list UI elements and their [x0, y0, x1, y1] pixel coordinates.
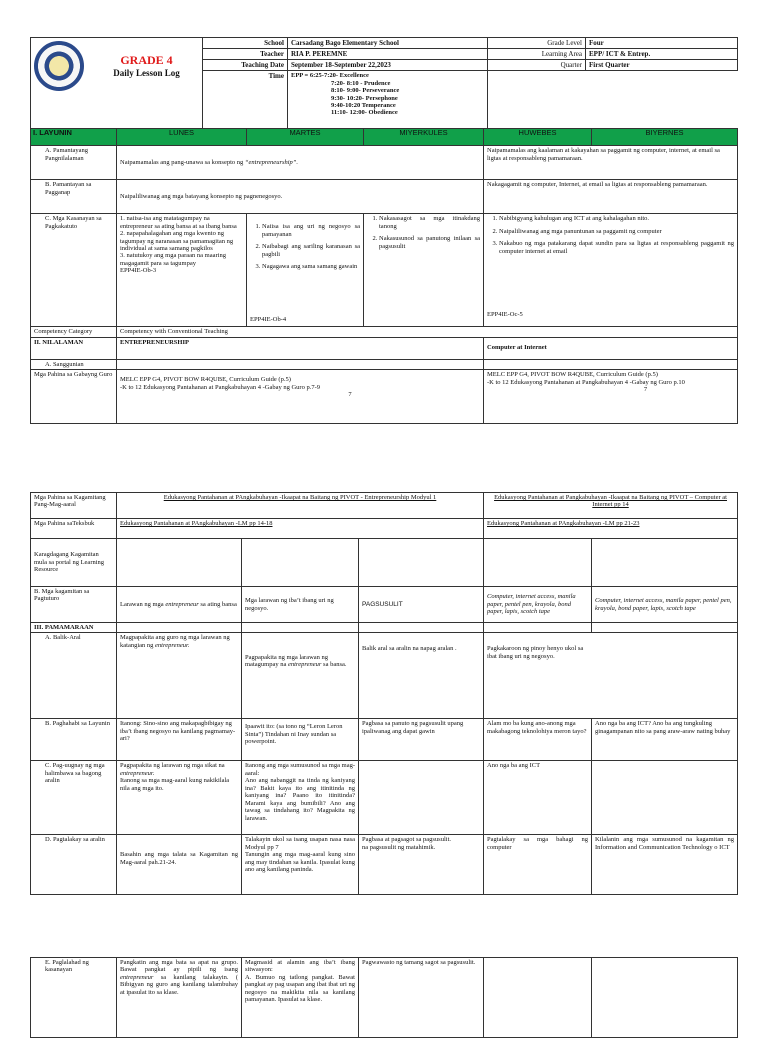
cell-text: MELC EPP G4, PIVOT BOW R4QUBE, Curriculum Guide (p.5) -K to 12 Edukasyong Pantahanan at Pangkabuhayan 4 -Gabay ng Guro p.10 [487, 371, 685, 386]
time-schedule [288, 71, 488, 129]
time-label: Time [203, 71, 288, 129]
review-thursday: Pagkakaroon ng pinoy henyo ukol sa ibat ibang uri ng negosyo. [484, 633, 738, 719]
lesson-table-1 [30, 128, 738, 424]
table-row [31, 761, 738, 835]
list-item: 1. Naiisa isa ang uri ng negosyo sa pamayanan [262, 223, 360, 238]
connect-tuesday: Itanong ang mga sumusunod sa mga mag-aaral: Ano ang nabanggit na tinda ng kaniyang ina? Bakit kaya ito ang itinitinda ng kaniyang ina? Paano ito itinitinda? Marami kaya ang bumibili? Ano ang tawag sa tindahang ito? Magpakita ng larawan. [242, 761, 359, 835]
lesson-table-3 [30, 957, 738, 1038]
table-row [31, 623, 738, 633]
present-tuesday: Magmasid at alamin ang iba’t ibang sitwasyon: A. Bumuo ng tatlong pangkat. Bawat pangkat ay pag usapan ang ibat ibat uri ng negosyo na makikita nila sa kanilang pamayanan. Ipasulat sa klase. [242, 958, 359, 1038]
table-row [31, 180, 738, 214]
days-header-row [31, 129, 738, 146]
table-row [31, 146, 738, 180]
materials-monday: Larawan ng mga entrepreneur sa ating bansa [117, 587, 242, 623]
row-label: B. Paghahabi sa Layunin [31, 719, 117, 761]
page-number: 7 [348, 391, 352, 399]
content-left: ENTREPRENEURSHIP [117, 337, 484, 359]
day-tuesday: MARTES [247, 129, 364, 146]
row-label: E. Paglalahad ng kasanayan [31, 958, 117, 1038]
motive-thursday: Alam mo ba kung ano-anong mga makabagong teknolohiya meron tayo? [484, 719, 592, 761]
competency-wednesday [364, 214, 484, 327]
lesson-table-2 [30, 492, 738, 895]
materials-friday: Computer, internet access, manila paper, pentel pen, krayola, bond paper, lapis, scotch tape [592, 587, 738, 623]
review-wednesday: Balik aral sa aralin na napag aralan . [359, 633, 484, 719]
day-wednesday: MIYERKULES [364, 129, 484, 146]
table-row [31, 539, 738, 587]
header-table [30, 37, 738, 129]
teacher-guide-right [484, 370, 738, 424]
connect-thursday: Ano nga ba ang ICT [484, 761, 592, 835]
row-label: C. Pag-uugnay ng mga halimbawa sa bagong aralin [31, 761, 117, 835]
textbook-left: Edukasyong Pantahanan at PAngkabuhayan -LM pp 14-18 [117, 519, 484, 539]
page-number: 7 [643, 386, 648, 394]
date-value: September 18-September 22,2023 [288, 60, 488, 71]
quarter-value: First Quarter [586, 60, 738, 71]
school-label: School [203, 38, 288, 49]
learning-area-label: Learning Area [488, 49, 586, 60]
motive-wednesday: Pagbasa sa panuto ng pagsusulit upang ipaliwanag ang dapat gawin [359, 719, 484, 761]
day-monday: LUNES [117, 129, 247, 146]
list-item: 2. Naipaliliwanag ang mga panuntunan sa paggamit ng computer [499, 228, 734, 235]
table-row [31, 633, 738, 719]
time-line: 11:10- 12:00- Obedience [331, 109, 398, 117]
list-item: 2. Nakasusunod sa panutong inilaan sa pagsusulit [379, 235, 480, 250]
discuss-monday: Basahin ang mga talata sa Kagamitan ng Mag-aaral pah.21-24. [117, 835, 242, 895]
review-tuesday: Pagpapakita ng mga larawan ng matagumpay na entrepreneur sa bansa. [242, 633, 359, 719]
table-row [31, 359, 738, 369]
date-label: Teaching Date [203, 60, 288, 71]
discuss-friday: Kilalanin ang mga sumusunod na kagamitan ng Information and Communication Technology o ICT [592, 835, 738, 895]
discuss-wednesday: Pagbasa at pagsagot sa pagsusulit. na pagsusulit ng matahimik. [359, 835, 484, 895]
cell-text-em: “entrepreneurship”. [244, 158, 299, 166]
time-line: 8:10- 9:00- Perseverance [331, 87, 400, 95]
discuss-tuesday: Talakayin ukol sa isang usapan nasa nasa Modyul pp 7 Tanungin ang mga mag-aaral kung sino ang may tindahan sa kanila. Ipasulat kung ano ang kanilang paninda. [242, 835, 359, 895]
list-item: 3. Nakabuo ng mga patakarang dapat sundin para sa ligtas at responsableng paggamit ng computer internet at email [499, 240, 734, 255]
competency-thursday-friday [484, 214, 738, 327]
row-label: Mga Pahina saTeksbuk [31, 519, 117, 539]
learning-area-value: EPP/ ICT & Entrep. [586, 49, 738, 60]
day-friday: BIYERNES [592, 129, 738, 146]
quarter-label: Quarter [488, 60, 586, 71]
textbook-right: Edukasyong Pantahanan at PAngkabuhayan -LM pp 21-23 [484, 519, 738, 539]
row-label: III. PAMAMARAAN [31, 623, 117, 633]
table-row [31, 719, 738, 761]
time-line: 9:40-10:20 Temperance [331, 102, 396, 110]
row-label: Mga Pahina sa Gabayng Guro [31, 370, 117, 424]
row-label: II. NILALAMAN [31, 337, 117, 359]
performance-standard-cell: Naipaliliwanag ang mga batayang konsepto ng pagnenegosyo. [117, 180, 484, 214]
competency-category-value: Competency with Conventional Teaching [117, 327, 738, 337]
competency-code: EPP4IE-Ob-4 [250, 315, 287, 323]
time-line: 9:30- 10:20- Persephone [331, 94, 398, 102]
table-row [31, 587, 738, 623]
discuss-thursday: Pagtalakay sa mga bahagi ng computer [484, 835, 592, 895]
list-item: 3. Nagagawa ang sama samang gawain [262, 263, 360, 270]
list-item: 1. Nabibigyang kahulugan ang ICT at ang kahalagahan nito. [499, 215, 734, 222]
table-row [31, 958, 738, 1038]
row-label: Mga Pahina sa Kagamitang Pang-Mag-aaral [31, 493, 117, 519]
time-line: EPP = 6:25-7:20- Excellence [291, 72, 369, 80]
row-label: C. Mga Kasanayan sa Pagkakatuto [31, 214, 117, 327]
list-item: 1. Nakasasagot sa mga itinakdang tanong [379, 215, 480, 230]
row-label: Competency Category [31, 327, 117, 337]
deped-seal-icon [34, 41, 84, 91]
table-row [31, 214, 738, 327]
competency-monday: 1. naiisa-isa ang matatagumpay na entrepreneur sa ating bansa at sa ibang bansa 2. napapahalagahan ang mga kwento ng tagumpay ng naranasan sa pamamagitan ng individual at sama samang pagkilos 3. natutukoy ang mga paraan na maaring magagamit para sa tagumpay EPP4IE-Ob-3 [117, 214, 247, 327]
content-standard-cell [117, 146, 484, 180]
table-row [31, 337, 738, 359]
table-row [31, 835, 738, 895]
row-label: Karagdagang Kagamitan mula sa portal ng Learning Resource [31, 539, 117, 587]
lesson-log-section-2 [30, 492, 737, 895]
competency-code: EPP4IE-Oc-5 [487, 310, 523, 318]
connect-monday: Pagpapakita ng larawan ng mga sikat na entrepreneur. Itanong sa mga mag-aaral kung nakikilala nila ang mga ito. [117, 761, 242, 835]
lesson-log-section-3 [30, 957, 737, 1038]
present-wednesday: Pagwawasto ng tamang sagot sa pagsusulit. [359, 958, 484, 1038]
row-label: A. Sanggunian [31, 359, 117, 369]
teacher-value: RIA P. PEREMNE [288, 49, 488, 60]
table-row [31, 370, 738, 424]
grade-level-label: Grade Level [488, 38, 586, 49]
cell-text: Naipamamalas ang pang-unawa sa konsepto ng [120, 158, 244, 166]
teacher-guide-left [117, 370, 484, 424]
present-monday: Pangkatin ang mga bata sa apat na grupo. Bawat pangkat ay pipili ng isang entrepreneur sa kanilang talakayin. ( Bibigyan ng guro ang kanilang talambuhay at ipasulat ito sa klase. [117, 958, 242, 1038]
teacher-label: Teacher [203, 49, 288, 60]
review-monday: Magpapakita ang guro ng mga larawan ng katangian ng entrepreneur. [117, 633, 242, 719]
materials-wednesday: PAGSUSULIT [359, 587, 484, 623]
table-row [31, 519, 738, 539]
learner-material-right: Edukasyong Pantahanan at Pangkabuhayan -Ikaapat na Baitang ng PIVOT – Computer at Internet pp 14 [484, 493, 738, 519]
time-line: 7:20- 8:10 - Prudence [331, 79, 391, 87]
learner-material-left: Edukasyong Pantahanan at PAngkabuhayan -Ikaapat na Baitang ng PIVOT - Entrepreneurship Modyul 1 [117, 493, 484, 519]
content-standard-ict-cell: Naipamamalas ang kaalaman at kakayahan sa paggamit ng computer, internet, at email sa ligtas at responsableng pamamaraan. [484, 146, 738, 180]
cell-text: MELC EPP G4, PIVOT BOW R4QUBE, Curriculum Guide (p.5) -K to 12 Edukasyong Pantahanan at Pangkabuhayan 4 -Gabay ng Guro p.7-9 [120, 376, 321, 391]
table-row [31, 327, 738, 337]
motive-friday: Ano nga ba ang ICT? Ano ba ang tungkuling ginagampanan nito sa pang araw-araw nating buhay [592, 719, 738, 761]
content-right: Computer at Internet [484, 337, 738, 359]
header-brand [31, 38, 203, 129]
school-value: Carsadang Bago Elementary School [288, 38, 488, 49]
motive-tuesday: Ipaawit ito: (sa tono ng “Leron Leron Sinta”) Tindahan ni Inay sundan sa powerpoint. [242, 719, 359, 761]
table-row [31, 493, 738, 519]
row-label: A. Pamantayang Pangnilalaman [31, 146, 117, 180]
log-title: Daily Lesson Log [113, 67, 180, 78]
grade-level-value: Four [586, 38, 738, 49]
grade-title: GRADE 4 [120, 52, 173, 67]
day-thursday: HUWEBES [484, 129, 592, 146]
row-label: D. Pagtalakay sa aralin [31, 835, 117, 895]
row-label: B. Mga kagamitan sa Pagtuturo [31, 587, 117, 623]
row-label: A. Balik-Aral [31, 633, 117, 719]
row-label: B. Pamantayan sa Pagganap [31, 180, 117, 214]
materials-thursday: Computer, internet access, manila paper, pentel pen, krayola, bond paper, lapis, scotch tape [484, 587, 592, 623]
lesson-log-section-1 [30, 37, 737, 424]
layunin-heading: I. LAYUNIN [31, 129, 117, 146]
motive-monday: Itanong: Sino-sino ang makapagbibigay ng iba’t ibang negosyo na kanilang pagmamay-ari? [117, 719, 242, 761]
competency-tuesday [247, 214, 364, 327]
list-item: 2. Naibabagi ang sariling karanasan sa pagbili [262, 243, 360, 258]
performance-standard-ict-cell: Nakagagamit ng computer, Internet, at email sa ligtas at responsableng pamamaraan. [484, 180, 738, 214]
materials-tuesday: Mga larawan ng iba’t ibang uri ng negosyo. [242, 587, 359, 623]
